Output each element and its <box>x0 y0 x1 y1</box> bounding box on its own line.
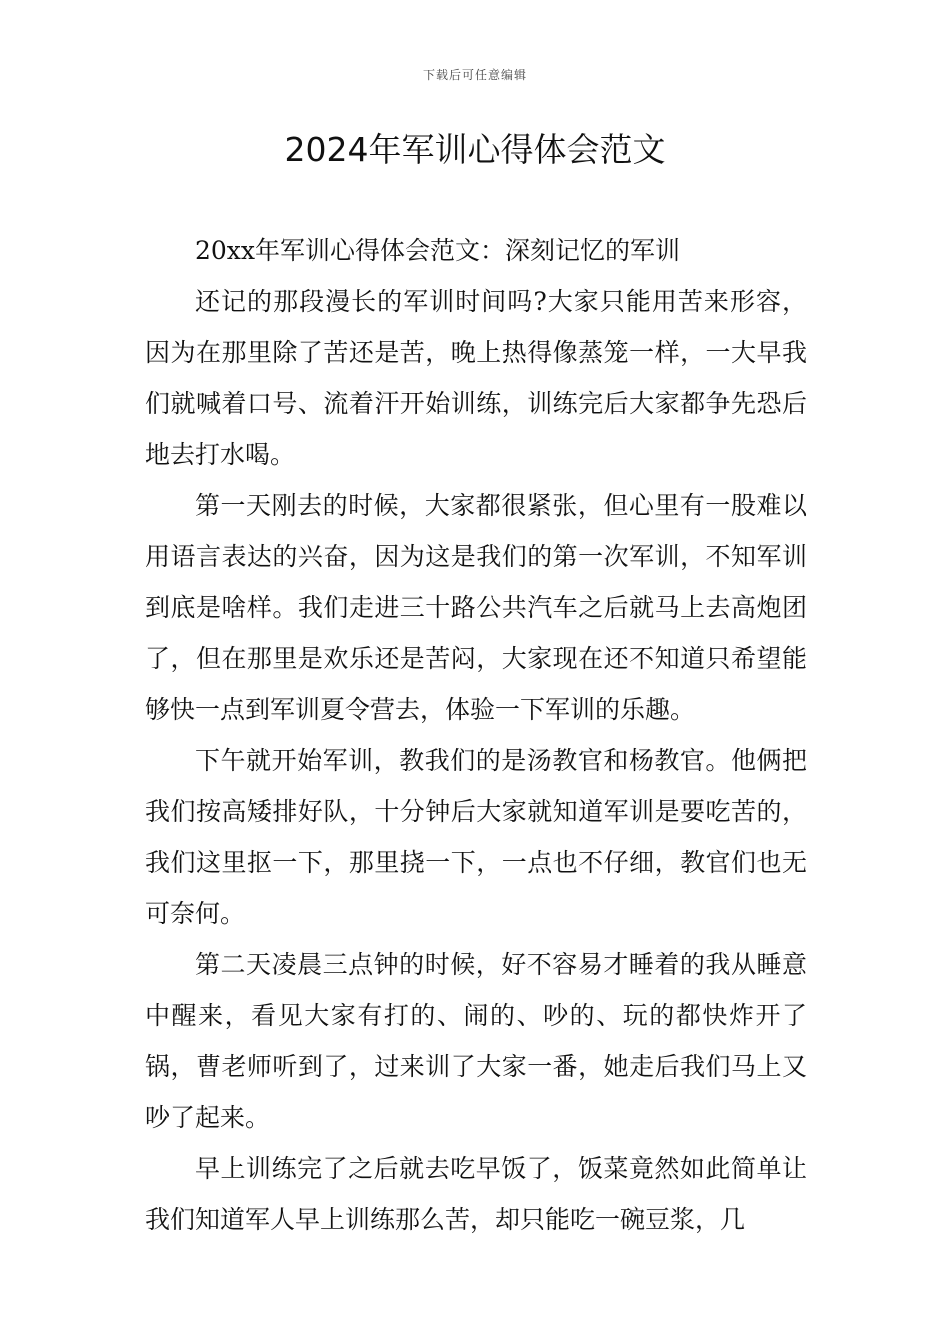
paragraph: 第二天凌晨三点钟的时候，好不容易才睡着的我从睡意中醒来，看见大家有打的、闹的、吵的、玩的都快炸开了锅，曹老师听到了，过来训了大家一番，她走后我们马上又吵了起来。 <box>145 950 807 1132</box>
document-body <box>145 225 807 1245</box>
header-note: 下载后可任意编辑 <box>422 68 527 82</box>
paragraph-subtitle: 20xx年军训心得体会范文：深刻记忆的军训 <box>195 236 681 265</box>
paragraph: 还记的那段漫长的军训时间吗?大家只能用苦来形容，因为在那里除了苦还是苦，晚上热得像蒸笼一样，一大早我们就喊着口号、流着汗开始训练，训练完后大家都争先恐后地去打水喝。 <box>145 287 807 469</box>
paragraph: 下午就开始军训，教我们的是汤教官和杨教官。他俩把我们按高矮排好队，十分钟后大家就知道军训是要吃苦的，我们这里抠一下，那里挠一下，一点也不仔细，教官们也无可奈何。 <box>145 746 807 928</box>
document-title: 2024年军训心得体会范文 <box>284 130 666 169</box>
paragraph: 早上训练完了之后就去吃早饭了，饭菜竟然如此简单让我们知道军人早上训练那么苦，却只能吃一碗豆浆，几 <box>145 1154 807 1234</box>
paragraph: 第一天刚去的时候，大家都很紧张，但心里有一股难以用语言表达的兴奋，因为这是我们的第一次军训，不知军训到底是啥样。我们走进三十路公共汽车之后就马上去高炮团了，但在那里是欢乐还是苦闷，大家现在还不知道只希望能够快一点到军训夏令营去，体验一下军训的乐趣。 <box>145 491 807 724</box>
